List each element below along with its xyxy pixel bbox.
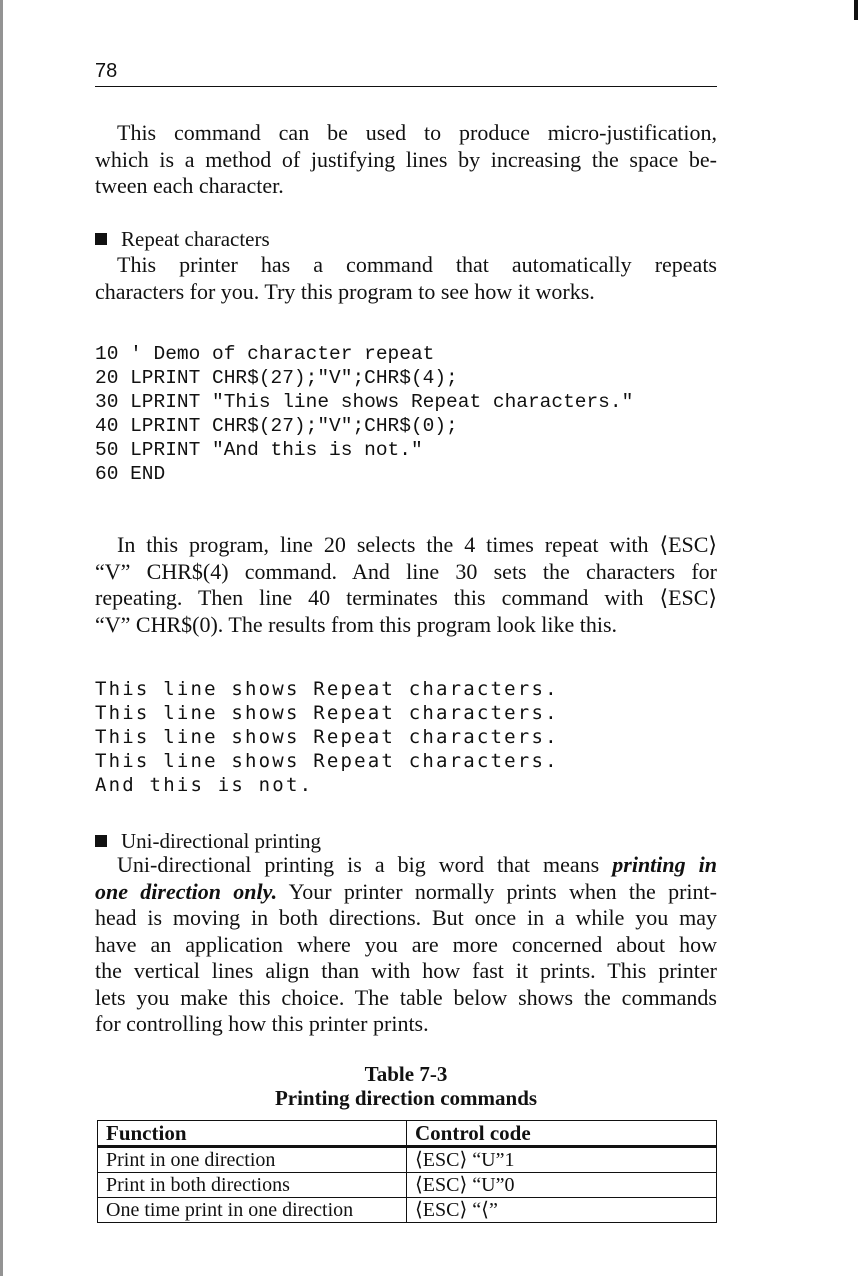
section-heading-unidirectional	[95, 828, 321, 854]
text-line: repeating. Then line 40 terminates this command with ⟨ESC⟩	[95, 585, 717, 610]
table-row	[98, 1147, 717, 1173]
section-heading-repeat	[95, 226, 270, 252]
table-row	[98, 1198, 717, 1223]
text-line: tween each character.	[95, 173, 284, 198]
text-line: head is moving in both directions. But once in a while you may	[95, 905, 717, 930]
cell-function: Print in one direction	[98, 1147, 407, 1173]
printer-output-sample	[95, 677, 559, 797]
text-line: have an application where you are more concerned about how	[95, 931, 717, 957]
text-line: characters for you. Try this program to see how it works.	[95, 278, 595, 304]
cell-control-code: ⟨ESC⟩ “U”1	[407, 1147, 717, 1173]
output-line: And this is not.	[95, 774, 314, 796]
text-line: “V” CHR$(4) command. And line 30 sets the characters for	[95, 558, 717, 584]
table-header-row	[98, 1121, 717, 1147]
text-line: In this program, line 20 selects the 4 times repeat with ⟨ESC⟩	[117, 532, 717, 557]
program-listing	[95, 342, 633, 486]
unidirectional-paragraph	[95, 852, 717, 1038]
header-rule	[95, 86, 717, 87]
text-line: the vertical lines align than with how fast it prints. This printer	[95, 958, 717, 983]
text-run: Your printer normally prints when the print-	[277, 878, 717, 904]
printing-direction-table	[97, 1120, 717, 1223]
header-cell-control-code: Control code	[407, 1121, 717, 1147]
code-line: 60 END	[95, 463, 166, 485]
intro-paragraph	[95, 120, 717, 200]
heading-text: Uni-directional printing	[121, 829, 322, 853]
output-line: This line shows Repeat characters.	[95, 702, 559, 724]
table-row	[98, 1173, 717, 1198]
text-line: lets you make this choice. The table below shows the commands	[95, 984, 717, 1010]
bullet-square-icon	[95, 835, 107, 847]
table-title: Printing direction commands	[274, 1086, 538, 1110]
scan-edge-mark	[854, 0, 858, 20]
text-line: for controlling how this printer prints.	[95, 1011, 429, 1036]
output-line: This line shows Repeat characters.	[95, 726, 559, 748]
cell-control-code: ⟨ESC⟩ “⟨”	[407, 1198, 717, 1223]
text-line: which is a method of justifying lines by increasing the space be-	[95, 146, 717, 172]
output-line: This line shows Repeat characters.	[95, 678, 559, 700]
text-line	[95, 879, 717, 906]
code-line: 20 LPRINT CHR$(27);"V";CHR$(4);	[95, 367, 458, 389]
code-line: 40 LPRINT CHR$(27);"V";CHR$(0);	[95, 415, 458, 437]
explanation-paragraph	[95, 532, 717, 638]
table-number: Table 7-3	[364, 1062, 448, 1086]
repeat-paragraph	[95, 252, 717, 305]
output-line: This line shows Repeat characters.	[95, 750, 559, 772]
text-line: This printer has a command that automatically repeats	[117, 252, 717, 277]
page-number: 78	[95, 60, 118, 82]
cell-function: One time print in one direction	[98, 1198, 407, 1223]
emphasis-text: one direction only.	[95, 878, 278, 904]
cell-control-code: ⟨ESC⟩ “U”0	[407, 1173, 717, 1198]
text-line: This command can be used to produce micro-justification,	[117, 120, 717, 145]
text-line: “V” CHR$(0). The results from this program look like this.	[95, 611, 618, 637]
code-line: 30 LPRINT "This line shows Repeat characters."	[95, 391, 634, 413]
emphasis-text: printing in	[612, 852, 718, 877]
text-line	[95, 852, 717, 879]
header-cell-function: Function	[98, 1121, 407, 1147]
text-run: Uni-directional printing is a big word that means	[117, 852, 613, 877]
heading-text: Repeat characters	[121, 227, 270, 251]
scan-edge-left	[0, 0, 3, 1276]
bullet-square-icon	[95, 233, 107, 245]
cell-function: Print in both directions	[98, 1173, 407, 1198]
code-line: 10 ' Demo of character repeat	[95, 343, 435, 365]
code-line: 50 LPRINT "And this is not."	[95, 439, 423, 461]
